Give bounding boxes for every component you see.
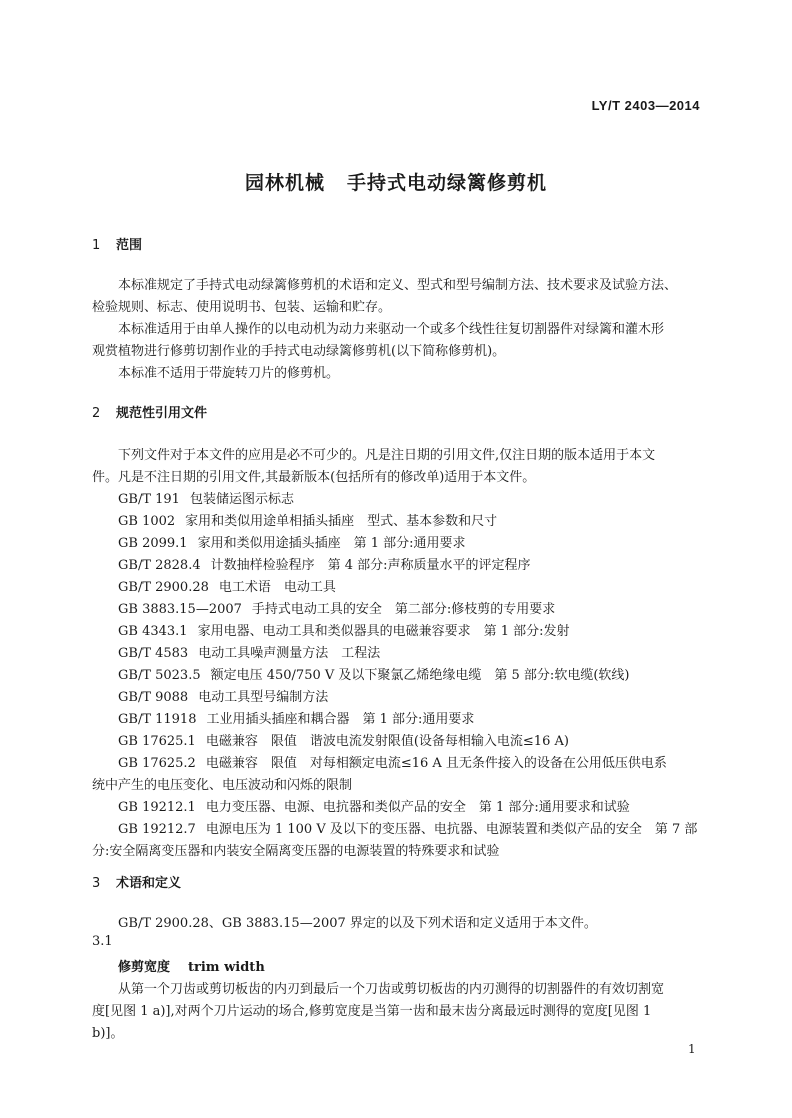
title-part2: 手持式电动绿篱修剪机 [347, 172, 548, 194]
section-number: 2 [92, 406, 101, 421]
section-1-p1-line2: 检验规则、标志、使用说明书、包装、运输和贮存。 [92, 300, 392, 315]
term-name-en: trim width [188, 960, 265, 975]
section-2-intro-line2: 件。凡是不注日期的引用文件,其最新版本(包括所有的修改单)适用于本文件。 [92, 470, 536, 485]
reference-item: GB 4343.1 家用电器、电动工具和类似器具的电磁兼容要求 第 1 部分:发射 [118, 624, 570, 639]
reference-item: GB/T 191 包装储运图示标志 [118, 492, 294, 507]
section-1-p2-line1: 本标准适用于由单人操作的以电动机为动力来驱动一个或多个线性往复切割器件对绿篱和灌木形 [118, 322, 665, 337]
reference-item: GB/T 4583 电动工具噪声测量方法 工程法 [118, 646, 381, 661]
term-heading [118, 956, 265, 975]
reference-item: GB/T 2900.28 电工术语 电动工具 [118, 580, 336, 595]
section-3-heading [92, 872, 181, 891]
page-number: 1 [688, 1042, 696, 1056]
document-title [0, 168, 792, 195]
section-1-p1-line1: 本标准规定了手持式电动绿篱修剪机的术语和定义、型式和型号编制方法、技术要求及试验方法、 [118, 278, 678, 293]
section-1-heading [92, 234, 142, 253]
section-title: 范围 [116, 238, 143, 253]
standard-code: LY/T 2403—2014 [591, 98, 700, 113]
section-2-heading [92, 402, 207, 421]
reference-item-continuation: 分:安全隔离变压器和内装安全隔离变压器的电源装置的特殊要求和试验 [92, 844, 500, 859]
reference-item: GB 1002 家用和类似用途单相插头插座 型式、基本参数和尺寸 [118, 514, 498, 529]
reference-item: GB 19212.7 电源电压为 1 100 V 及以下的变压器、电抗器、电源装置和类似产品的安全 第 7 部 [118, 822, 698, 837]
reference-item: GB 17625.1 电磁兼容 限值 谐波电流发射限值(设备每相输入电流≤16 A) [118, 734, 569, 749]
reference-item: GB/T 2828.4 计数抽样检验程序 第 4 部分:声称质量水平的评定程序 [118, 558, 531, 573]
reference-item: GB 19212.1 电力变压器、电源、电抗器和类似产品的安全 第 1 部分:通用要求和试验 [118, 800, 630, 815]
section-title: 规范性引用文件 [116, 406, 208, 421]
section-number: 1 [92, 238, 101, 253]
term-name-zh: 修剪宽度 [118, 960, 171, 975]
section-2-intro-line1: 下列文件对于本文件的应用是必不可少的。凡是注日期的引用文件,仅注日期的版本适用于本文 [118, 448, 656, 463]
title-part1: 园林机械 [244, 172, 325, 194]
section-1-p3: 本标准不适用于带旋转刀片的修剪机。 [118, 366, 340, 381]
term-number: 3.1 [92, 934, 113, 949]
term-definition-line3: b)]。 [92, 1026, 124, 1041]
section-title: 术语和定义 [116, 876, 182, 891]
section-1-p2-line2: 观赏植物进行修剪切割作业的手持式电动绿篱修剪机(以下简称修剪机)。 [92, 344, 506, 359]
reference-item: GB 2099.1 家用和类似用途插头插座 第 1 部分:通用要求 [118, 536, 466, 551]
term-definition-line2: 度[见图 1 a)],对两个刀片运动的场合,修剪宽度是当第一齿和最末齿分离最远时测得的宽度[见图 1 [92, 1004, 652, 1019]
reference-item: GB/T 5023.5 额定电压 450/750 V 及以下聚氯乙烯绝缘电缆 第 5 部分:软电缆(软线) [118, 668, 630, 683]
reference-item: GB 17625.2 电磁兼容 限值 对每相额定电流≤16 A 且无条件接入的设备在公用低压供电系 [118, 756, 667, 771]
reference-item: GB 3883.15—2007 手持式电动工具的安全 第二部分:修枝剪的专用要求 [118, 602, 556, 617]
section-3-intro: GB/T 2900.28、GB 3883.15—2007 界定的以及下列术语和定义适用于本文件。 [118, 916, 597, 931]
term-definition-line1: 从第一个刀齿或剪切板齿的内刃到最后一个刀齿或剪切板齿的内刃测得的切割器件的有效切割宽 [118, 982, 665, 997]
reference-item-continuation: 统中产生的电压变化、电压波动和闪烁的限制 [92, 778, 353, 793]
reference-item: GB/T 11918 工业用插头插座和耦合器 第 1 部分:通用要求 [118, 712, 475, 727]
section-number: 3 [92, 876, 101, 891]
reference-item: GB/T 9088 电动工具型号编制方法 [118, 690, 329, 705]
